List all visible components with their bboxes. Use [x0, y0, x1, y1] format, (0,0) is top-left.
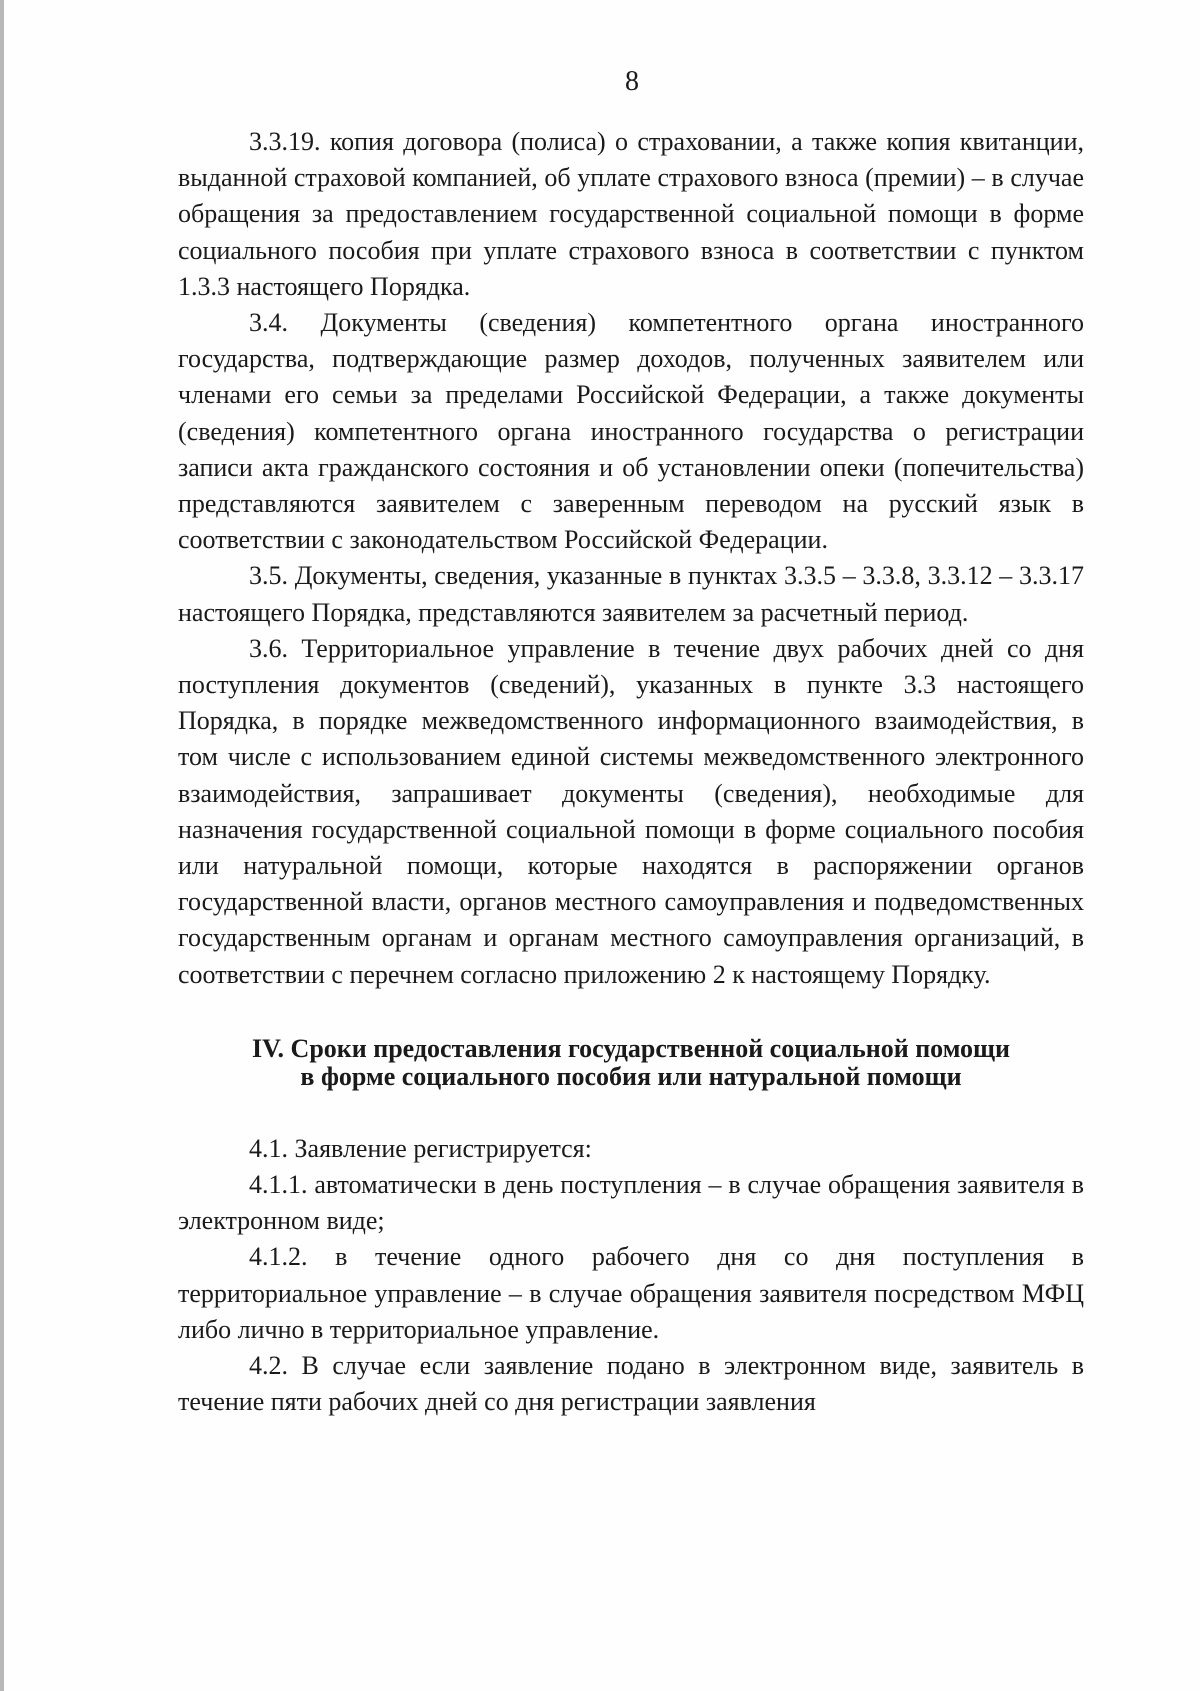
paragraph-4-1-2: 4.1.2. в течение одного рабочего дня со дня поступления в территориальное управление – в случае обращения заявителя посредством МФЦ либо лично в территориальное управление.: [178, 1242, 1084, 1344]
page-edge-shadow: [0, 0, 4, 1691]
paragraph-4-1: 4.1. Заявление регистрируется:: [249, 1133, 592, 1163]
page-number: 8: [625, 66, 639, 97]
document-body: [178, 124, 1084, 1421]
paragraph-3-5: 3.5. Документы, сведения, указанные в пунктах 3.3.5 – 3.3.8, 3.3.12 – 3.3.17 настоящего Порядка, представляются заявителем за расчетный период.: [178, 561, 1084, 627]
section-heading-line-2: в форме социального пособия или натуральной помощи: [300, 1061, 962, 1091]
paragraph-3-6: 3.6. Территориальное управление в течение двух рабочих дней со дня поступления документов (сведений), указанных в пункте 3.3 настоящего Порядка, в порядке межведомственного информационного взаимодействия, в том числе с использованием единой системы межведомственного электронного взаимодействия, запрашивает документы (сведения), необходимые для назначения государственной социальной помощи в форме социального пособия или натуральной помощи, которые находятся в распоряжении органов государственной власти, органов местного самоуправления и подведомственных государственным органам и органам местного самоуправления организаций, в соответствии с перечнем согласно приложению 2 к настоящему Порядку.: [178, 633, 1084, 989]
section-heading-line-1: IV. Сроки предоставления государственной социальной помощи: [252, 1033, 1010, 1063]
section-heading: [178, 1035, 1084, 1091]
paragraph-4-1-1: 4.1.1. автоматически в день поступления – в случае обращения заявителя в электронном виде;: [178, 1170, 1084, 1236]
paragraph-3-4: 3.4. Документы (сведения) компетентного органа иностранного государства, подтверждающие размер доходов, полученных заявителем или членами его семьи за пределами Российской Федерации, а также документы (сведения) компетентного органа иностранного государства о регистрации записи акта гражданского состояния и об установлении опеки (попечительства) представляются заявителем с заверенным переводом на русский язык в соответствии с законодательством Российской Федерации.: [178, 308, 1084, 555]
paragraph-4-2: 4.2. В случае если заявление подано в электронном виде, заявитель в течение пяти рабочих дней со дня регистрации заявления: [178, 1351, 1084, 1417]
paragraph-3-3-19: 3.3.19. копия договора (полиса) о страховании, а также копия квитанции, выданной страховой компанией, об уплате страхового взноса (премии) – в случае обращения за предоставлением государственной социальной помощи в форме социального пособия при уплате страхового взноса в соответствии с пунктом 1.3.3 настоящего Порядка.: [178, 127, 1084, 301]
